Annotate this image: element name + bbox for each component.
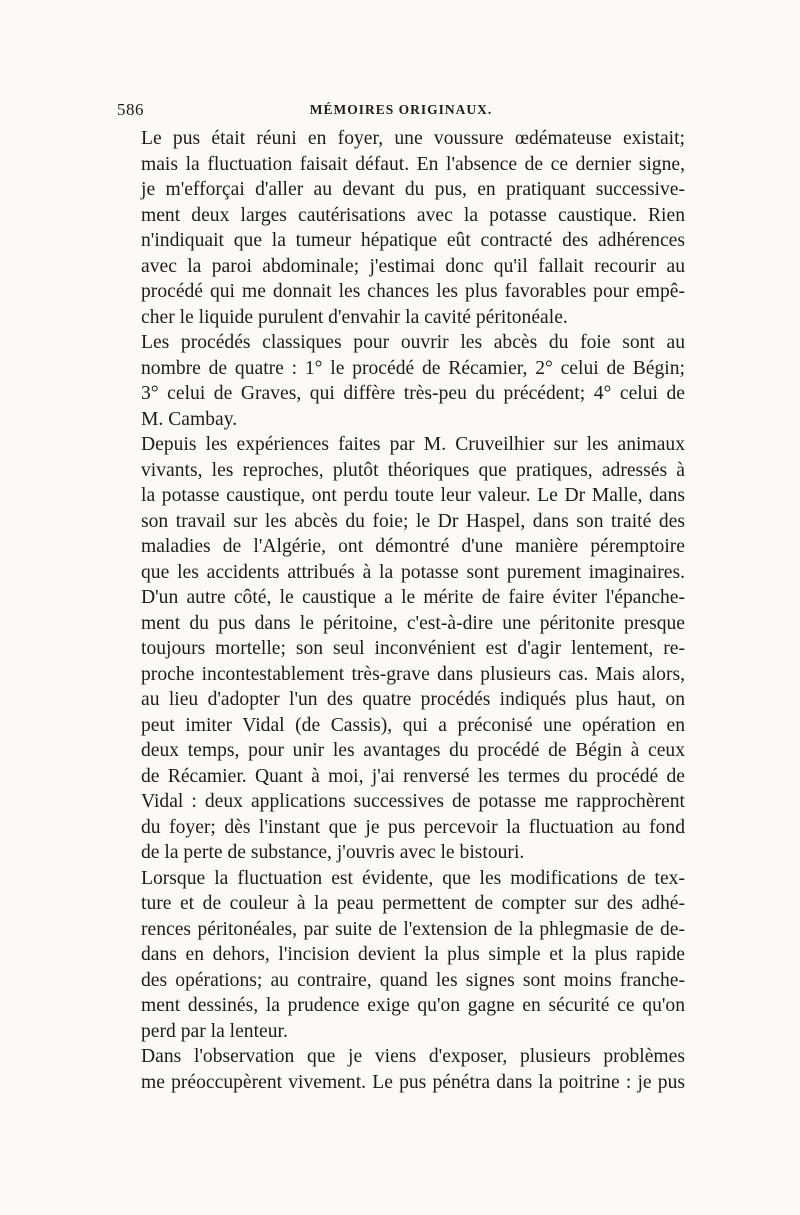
text-line: deux temps, pour unir les avantages du procédé de Bégin à ceux bbox=[141, 740, 685, 761]
paragraph-3 bbox=[117, 432, 685, 866]
text-line: de la perte de substance, j'ouvris avec le bistouri. bbox=[141, 842, 525, 863]
page-number: 586 bbox=[117, 100, 144, 119]
running-title: MÉMOIRES ORIGINAUX. bbox=[309, 102, 493, 117]
text-line: ment du pus dans le péritoine, c'est-à-dire une péritonite presque bbox=[141, 612, 685, 634]
text-line: nombre de quatre : 1° le procédé de Récamier, 2° celui de Bégin; bbox=[141, 357, 685, 379]
text-line: Les procédés classiques pour ouvrir les abcès du foie sont au bbox=[141, 332, 685, 353]
text-line: vivants, les reproches, plutôt théoriques que pratiques, adressés à bbox=[141, 459, 685, 481]
text-line: 3° celui de Graves, qui diffère très-peu du précédent; 4° celui de bbox=[141, 383, 685, 404]
text-line: que les accidents attribués à la potasse sont purement imaginaires. bbox=[141, 561, 685, 583]
text-line: cher le liquide purulent d'envahir la cavité péritonéale. bbox=[141, 306, 568, 328]
paragraph-5 bbox=[117, 1044, 685, 1095]
text-line: du foyer; dès l'instant que je pus percevoir la fluctuation au fond bbox=[141, 816, 685, 838]
text-line: n'indiquait que la tumeur hépatique eût contracté des adhérences bbox=[141, 230, 685, 251]
text-line: Lorsque la fluctuation est évidente, que les modifications de tex- bbox=[141, 867, 685, 889]
text-line: Vidal : deux applications successives de potasse me rapprochèrent bbox=[141, 791, 685, 812]
text-line: maladies de l'Algérie, ont démontré d'une manière péremptoire bbox=[141, 536, 685, 557]
text-line: perd par la lenteur. bbox=[141, 1020, 288, 1042]
text-line: Le pus était réuni en foyer, une voussure œdémateuse existait; bbox=[141, 128, 685, 149]
page-header bbox=[117, 98, 685, 124]
text-line: procédé qui me donnait les chances les plus favorables pour empê- bbox=[141, 281, 685, 302]
text-line: ment dessinés, la prudence exige qu'on gagne en sécurité ce qu'on bbox=[141, 995, 685, 1016]
text-line: rences péritonéales, par suite de l'extension de la phlegmasie de de- bbox=[141, 918, 685, 940]
text-line: je m'efforçai d'aller au devant du pus, en pratiquant successive- bbox=[141, 179, 685, 200]
text-line: Depuis les expériences faites par M. Cruveilhier sur les animaux bbox=[141, 434, 685, 455]
text-line: toujours mortelle; son seul inconvénient est d'agir lentement, re- bbox=[141, 638, 685, 659]
text-line: proche incontestablement très-grave dans plusieurs cas. Mais alors, bbox=[141, 663, 685, 685]
text-line: Dans l'observation que je viens d'exposer, plusieurs problèmes bbox=[141, 1046, 685, 1067]
text-line: au lieu d'adopter l'un des quatre procédés indiqués plus haut, on bbox=[141, 689, 685, 710]
paragraph-1 bbox=[117, 126, 685, 330]
text-line: des opérations; au contraire, quand les signes sont moins franche- bbox=[141, 969, 685, 991]
text-line: avec la paroi abdominale; j'estimai donc qu'il fallait recourir au bbox=[141, 255, 685, 277]
text-line: ment deux larges cautérisations avec la potasse caustique. Rien bbox=[141, 204, 685, 226]
text-line: ture et de couleur à la peau permettent de compter sur des adhé- bbox=[141, 893, 685, 914]
paragraph-4 bbox=[117, 866, 685, 1045]
text-line: peut imiter Vidal (de Cassis), qui a préconisé une opération en bbox=[141, 714, 685, 736]
text-line: D'un autre côté, le caustique a le mérite de faire éviter l'épanche- bbox=[141, 587, 685, 608]
text-line: de Récamier. Quant à moi, j'ai renversé les termes du procédé de bbox=[141, 765, 685, 787]
body-text bbox=[117, 126, 685, 1095]
text-line: mais la fluctuation faisait défaut. En l'absence de ce dernier signe, bbox=[141, 153, 685, 175]
text-line: la potasse caustique, ont perdu toute leur valeur. Le Dr Malle, dans bbox=[141, 485, 685, 506]
paragraph-2 bbox=[117, 330, 685, 432]
text-line: me préoccupèrent vivement. Le pus pénétra dans la poitrine : je pus bbox=[141, 1071, 685, 1093]
text-line: dans en dehors, l'incision devient la plus simple et la plus rapide bbox=[141, 944, 685, 965]
text-line: M. Cambay. bbox=[141, 408, 238, 430]
text-line: son travail sur les abcès du foie; le Dr Haspel, dans son traité des bbox=[141, 510, 685, 532]
